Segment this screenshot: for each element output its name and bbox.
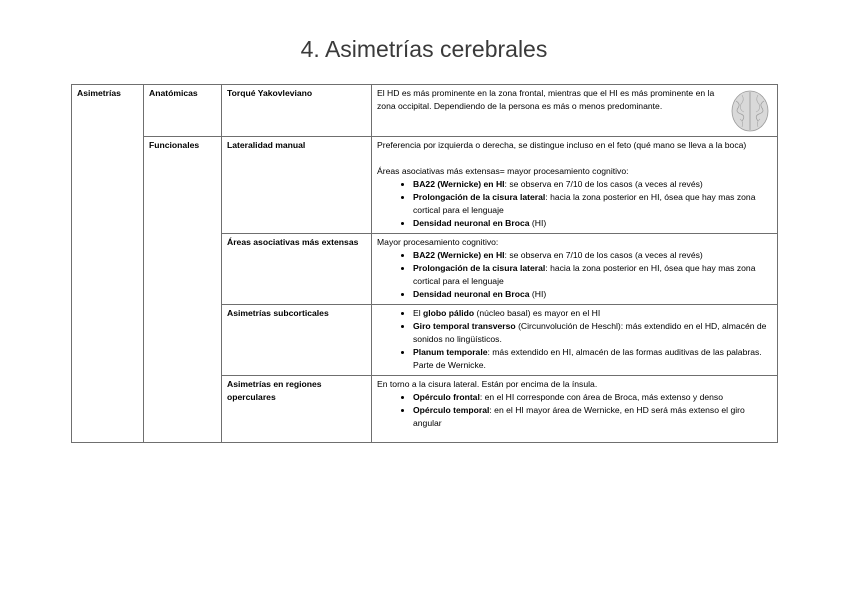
topic-cell: Torqué Yakovleviano	[222, 85, 372, 137]
list-item: • Densidad neuronal en Broca (HI)	[413, 217, 772, 230]
bullet-list	[377, 307, 772, 372]
topic-cell: Asimetrías subcorticales	[222, 305, 372, 376]
table-row	[72, 85, 778, 137]
topic-cell: Lateralidad manual	[222, 137, 372, 234]
type-cell-funcionales: Funcionales	[144, 137, 222, 443]
list-item: • Opérculo temporal: en el HI mayor área de Wernicke, en HD será más extenso el giro angular	[413, 404, 772, 430]
notes-table	[71, 84, 778, 443]
topic-cell: Áreas asociativas más extensas	[222, 234, 372, 305]
list-item: • Prolongación de la cisura lateral: hacia la zona posterior en HI, ósea que hay mas zona cortical para el lenguaje	[413, 262, 772, 288]
list-item: • BA22 (Wernicke) en HI: se observa en 7/10 de los casos (a veces al revés)	[413, 178, 772, 191]
category-cell: Asimetrías	[72, 85, 144, 443]
table-row	[72, 137, 778, 234]
bullet-list	[377, 178, 772, 230]
description-cell	[372, 305, 778, 376]
topic-cell: Asimetrías en regiones operculares	[222, 376, 372, 443]
type-cell-anatomicas: Anatómicas	[144, 85, 222, 137]
list-item: • Opérculo frontal: en el HI corresponde con área de Broca, más extenso y denso	[413, 391, 772, 404]
list-item: • Planum temporale: más extendido en HI, almacén de las formas auditivas de las palabras. Parte de Wernicke.	[413, 346, 772, 372]
list-item: • Giro temporal transverso (Circunvolución de Heschl): más extendido en el HD, almacén de sonidos no lingüísticos.	[413, 320, 772, 346]
anatomicas-text: El HD es más prominente en la zona frontal, mientras que el HI es más prominente en la zona occipital. Dependiendo de la persona es más o menos predominante.	[377, 88, 715, 111]
list-item: • BA22 (Wernicke) en HI: se observa en 7/10 de los casos (a veces al revés)	[413, 249, 772, 262]
description-cell	[372, 234, 778, 305]
description-cell	[372, 376, 778, 443]
intro-text: Áreas asociativas más extensas= mayor procesamiento cognitivo:	[377, 166, 629, 176]
page-title: 4. Asimetrías cerebrales	[300, 36, 548, 62]
bullet-list	[377, 391, 772, 430]
list-item: • El globo pálido (núcleo basal) es mayor en el HI	[413, 307, 772, 320]
bullet-list	[377, 249, 772, 301]
brain-illustration-icon	[730, 89, 770, 133]
intro-text: Mayor procesamiento cognitivo:	[377, 237, 499, 247]
list-item: • Densidad neuronal en Broca (HI)	[413, 288, 772, 301]
intro-text: En torno a la cisura lateral. Están por encima de la ínsula.	[377, 379, 598, 389]
description-cell	[372, 85, 778, 137]
list-item: • Prolongación de la cisura lateral: hacia la zona posterior en HI, ósea que hay mas zona cortical para el lenguaje	[413, 191, 772, 217]
intro-text: Preferencia por izquierda o derecha, se distingue incluso en el feto (qué mano se lleva a la boca)	[377, 140, 747, 150]
description-cell	[372, 137, 778, 234]
